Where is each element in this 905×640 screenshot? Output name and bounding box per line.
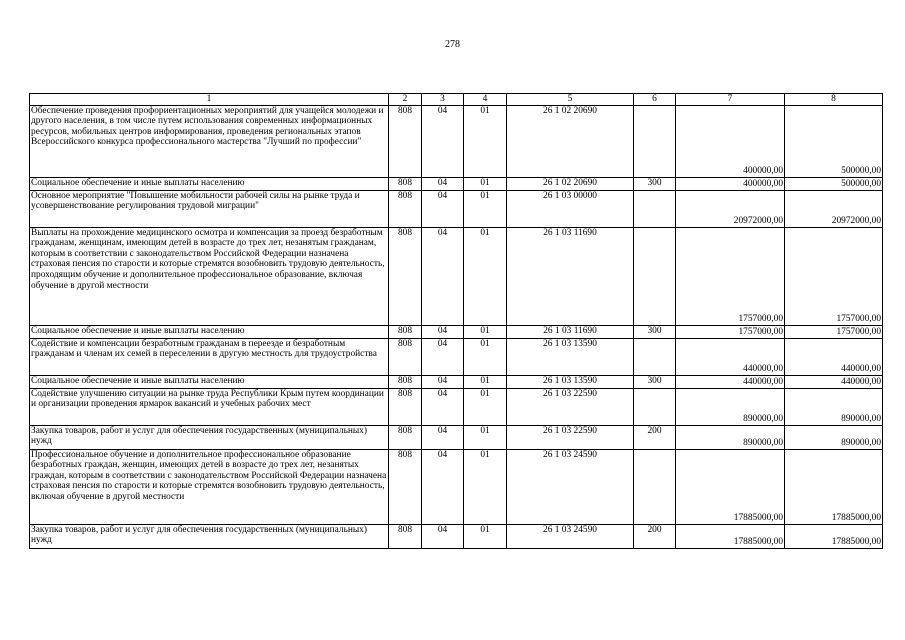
cell-code: 808	[389, 325, 422, 338]
cell-amount-1: 1757000,00	[676, 227, 785, 325]
cell-expense-type	[634, 105, 676, 177]
cell-subsection: 01	[464, 338, 507, 375]
table-row	[30, 177, 883, 190]
cell-amount-2: 17885000,00	[785, 449, 883, 524]
cell-amount-2: 440000,00	[785, 375, 883, 388]
header-cell: 8	[785, 94, 883, 106]
table-row	[30, 375, 883, 388]
cell-code: 808	[389, 388, 422, 425]
cell-expense-type	[634, 338, 676, 375]
row-name: Содействие улучшению ситуации на рынке труда Республики Крым путем координации и организации проведения ярмарок вакансий и учебных рабочих мест	[30, 388, 389, 425]
cell-amount-1: 20972000,00	[676, 190, 785, 227]
cell-amount-1: 440000,00	[676, 375, 785, 388]
cell-code: 808	[389, 190, 422, 227]
cell-section: 04	[422, 338, 464, 375]
row-name: Обеспечение проведения профориентационных мероприятий для учащейся молодежи и другого населения, в том числе путем использования современных информационных ресурсов, мобильных центров информирования, проведения региональных этапов Всероссийского конкурса профессионального мастерства "Лучший по профессии"	[30, 105, 389, 177]
row-name: Социальное обеспечение и иные выплаты населению	[30, 177, 389, 190]
cell-target-article: 26 1 03 11690	[507, 325, 634, 338]
cell-amount-2: 20972000,00	[785, 190, 883, 227]
cell-amount-1: 890000,00	[676, 388, 785, 425]
cell-code: 808	[389, 338, 422, 375]
budget-table	[29, 93, 883, 549]
cell-code: 808	[389, 177, 422, 190]
cell-section: 04	[422, 524, 464, 548]
cell-target-article: 26 1 03 00000	[507, 190, 634, 227]
row-name: Профессиональное обучение и дополнительное профессиональное образование безработных граждан, женщин, имеющих детей в возрасте до трех лет, незанятых граждан, которым в соответствии с законодательством Российской Федерации назначена страховая пенсия по старости и которые стремятся возобновить трудовую деятельность, включая обучение в другой местности	[30, 449, 389, 524]
cell-amount-2: 890000,00	[785, 425, 883, 449]
cell-amount-2: 500000,00	[785, 105, 883, 177]
table-row	[30, 190, 883, 227]
cell-code: 808	[389, 375, 422, 388]
cell-amount-1: 400000,00	[676, 105, 785, 177]
table-row	[30, 227, 883, 325]
table-row	[30, 388, 883, 425]
cell-subsection: 01	[464, 325, 507, 338]
cell-expense-type	[634, 388, 676, 425]
row-name: Основное мероприятие "Повышение мобильности рабочей силы на рынке труда и усовершенствование регулирования трудовой миграции"	[30, 190, 389, 227]
cell-subsection: 01	[464, 449, 507, 524]
cell-expense-type	[634, 449, 676, 524]
cell-target-article: 26 1 03 13590	[507, 375, 634, 388]
cell-section: 04	[422, 449, 464, 524]
table-row	[30, 524, 883, 548]
cell-code: 808	[389, 425, 422, 449]
table-row	[30, 105, 883, 177]
cell-section: 04	[422, 105, 464, 177]
cell-amount-2: 17885000,00	[785, 524, 883, 548]
cell-subsection: 01	[464, 105, 507, 177]
cell-expense-type: 300	[634, 177, 676, 190]
cell-amount-1: 440000,00	[676, 338, 785, 375]
cell-target-article: 26 1 03 22590	[507, 388, 634, 425]
cell-code: 808	[389, 524, 422, 548]
cell-expense-type	[634, 190, 676, 227]
cell-target-article: 26 1 02 20690	[507, 105, 634, 177]
cell-section: 04	[422, 375, 464, 388]
cell-subsection: 01	[464, 524, 507, 548]
cell-target-article: 26 1 03 24590	[507, 449, 634, 524]
header-cell: 7	[676, 94, 785, 106]
row-name: Содействие и компенсации безработным гражданам в переезде и безработным гражданам и членам их семей в переселении в другую местность для трудоустройства	[30, 338, 389, 375]
cell-section: 04	[422, 388, 464, 425]
cell-code: 808	[389, 227, 422, 325]
cell-expense-type	[634, 227, 676, 325]
cell-section: 04	[422, 425, 464, 449]
table-row	[30, 325, 883, 338]
cell-amount-2: 500000,00	[785, 177, 883, 190]
cell-subsection: 01	[464, 227, 507, 325]
cell-target-article: 26 1 03 13590	[507, 338, 634, 375]
cell-code: 808	[389, 105, 422, 177]
cell-expense-type: 200	[634, 425, 676, 449]
cell-amount-1: 17885000,00	[676, 449, 785, 524]
row-name: Выплаты на прохождение медицинского осмотра и компенсация за проезд безработным гражданам, женщинам, имеющим детей в возрасте до трех лет, незанятым гражданам, которым в соответствии с законодательством Российской Федерации назначена страховая пенсия по старости и которые стремятся возобновить трудовую деятельность, проходящим обучение и дополнительное профессиональное образование, включая обучение в другой местности	[30, 227, 389, 325]
cell-subsection: 01	[464, 425, 507, 449]
cell-section: 04	[422, 177, 464, 190]
cell-amount-2: 1757000,00	[785, 227, 883, 325]
cell-expense-type: 300	[634, 325, 676, 338]
cell-target-article: 26 1 03 11690	[507, 227, 634, 325]
cell-target-article: 26 1 03 24590	[507, 524, 634, 548]
cell-amount-1: 890000,00	[676, 425, 785, 449]
cell-section: 04	[422, 190, 464, 227]
cell-amount-2: 440000,00	[785, 338, 883, 375]
table-row	[30, 425, 883, 449]
header-cell: 3	[422, 94, 464, 106]
cell-amount-2: 890000,00	[785, 388, 883, 425]
header-cell: 2	[389, 94, 422, 106]
header-cell: 4	[464, 94, 507, 106]
cell-target-article: 26 1 02 20690	[507, 177, 634, 190]
row-name: Социальное обеспечение и иные выплаты населению	[30, 375, 389, 388]
table-row	[30, 449, 883, 524]
cell-amount-1: 17885000,00	[676, 524, 785, 548]
row-name: Социальное обеспечение и иные выплаты населению	[30, 325, 389, 338]
table-header-row	[30, 94, 883, 106]
cell-expense-type: 200	[634, 524, 676, 548]
cell-subsection: 01	[464, 375, 507, 388]
row-name: Закупка товаров, работ и услуг для обеспечения государственных (муниципальных) нужд	[30, 425, 389, 449]
cell-amount-1: 400000,00	[676, 177, 785, 190]
cell-subsection: 01	[464, 388, 507, 425]
cell-expense-type: 300	[634, 375, 676, 388]
page-number: 278	[445, 39, 460, 50]
header-cell: 1	[30, 94, 389, 106]
cell-target-article: 26 1 03 22590	[507, 425, 634, 449]
header-cell: 6	[634, 94, 676, 106]
cell-section: 04	[422, 325, 464, 338]
table-row	[30, 338, 883, 375]
row-name: Закупка товаров, работ и услуг для обеспечения государственных (муниципальных) нужд	[30, 524, 389, 548]
cell-amount-2: 1757000,00	[785, 325, 883, 338]
header-cell: 5	[507, 94, 634, 106]
cell-amount-1: 1757000,00	[676, 325, 785, 338]
cell-code: 808	[389, 449, 422, 524]
cell-subsection: 01	[464, 177, 507, 190]
cell-subsection: 01	[464, 190, 507, 227]
cell-section: 04	[422, 227, 464, 325]
